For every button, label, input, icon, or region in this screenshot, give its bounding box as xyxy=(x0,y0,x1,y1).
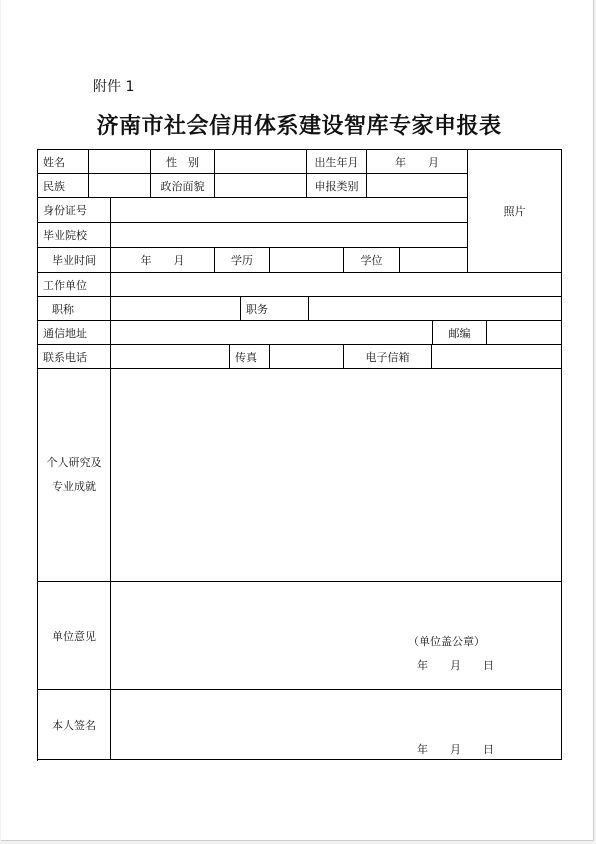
research-label-line2: 专业成就 xyxy=(52,480,96,493)
job-title-field[interactable] xyxy=(111,297,241,321)
id-number-field[interactable] xyxy=(111,198,468,223)
birth-field[interactable]: 年 月 xyxy=(367,150,468,174)
school-field[interactable] xyxy=(111,223,468,248)
gender-field[interactable] xyxy=(215,150,307,174)
degree-field[interactable] xyxy=(400,248,468,273)
photo-cell: 照片 xyxy=(468,150,562,273)
email-field[interactable] xyxy=(432,345,562,369)
phone-label: 联系电话 xyxy=(38,345,111,369)
form-title: 济南市社会信用体系建设智库专家申报表 xyxy=(96,113,502,139)
graduation-time-field[interactable]: 年 月 xyxy=(111,248,215,273)
unit-opinion-date: 年 月 日 xyxy=(417,659,494,672)
ethnicity-label: 民族 xyxy=(38,174,89,198)
research-achievements-label xyxy=(38,369,111,582)
political-field[interactable] xyxy=(215,174,307,198)
position-label: 职务 xyxy=(241,297,309,321)
category-field[interactable] xyxy=(367,174,468,198)
application-form-table xyxy=(37,149,562,761)
postcode-field[interactable] xyxy=(487,321,562,345)
job-title-label: 职称 xyxy=(38,297,111,321)
work-unit-field[interactable] xyxy=(111,273,562,297)
signature-label: 本人签名 xyxy=(38,690,111,760)
fax-label: 传真 xyxy=(230,345,270,369)
signature-field[interactable] xyxy=(111,690,562,760)
unit-opinion-field[interactable] xyxy=(111,582,562,690)
email-label: 电子信箱 xyxy=(344,345,432,369)
fax-field[interactable] xyxy=(270,345,344,369)
category-label: 申报类别 xyxy=(307,174,367,198)
name-field[interactable] xyxy=(89,150,151,174)
gender-label: 性 别 xyxy=(151,150,215,174)
id-number-label: 身份证号 xyxy=(38,198,111,223)
research-label-line1: 个人研究及 xyxy=(46,456,102,469)
research-achievements-field[interactable] xyxy=(111,369,562,582)
school-label: 毕业院校 xyxy=(38,223,111,248)
graduation-time-label: 毕业时间 xyxy=(38,248,111,273)
attachment-label: 附件 1 xyxy=(93,79,135,95)
work-unit-label: 工作单位 xyxy=(38,273,111,297)
name-label: 姓名 xyxy=(38,150,89,174)
address-field[interactable] xyxy=(111,321,433,345)
address-label: 通信地址 xyxy=(38,321,111,345)
position-field[interactable] xyxy=(309,297,562,321)
signature-date: 年 月 日 xyxy=(417,743,494,756)
education-label: 学历 xyxy=(215,248,270,273)
political-label: 政治面貌 xyxy=(151,174,215,198)
seal-note: （单位盖公章） xyxy=(408,635,485,648)
phone-field[interactable] xyxy=(111,345,230,369)
education-field[interactable] xyxy=(270,248,344,273)
birth-label: 出生年月 xyxy=(307,150,367,174)
postcode-label: 邮编 xyxy=(433,321,487,345)
unit-opinion-label: 单位意见 xyxy=(38,582,111,690)
degree-label: 学位 xyxy=(344,248,400,273)
ethnicity-field[interactable] xyxy=(89,174,151,198)
